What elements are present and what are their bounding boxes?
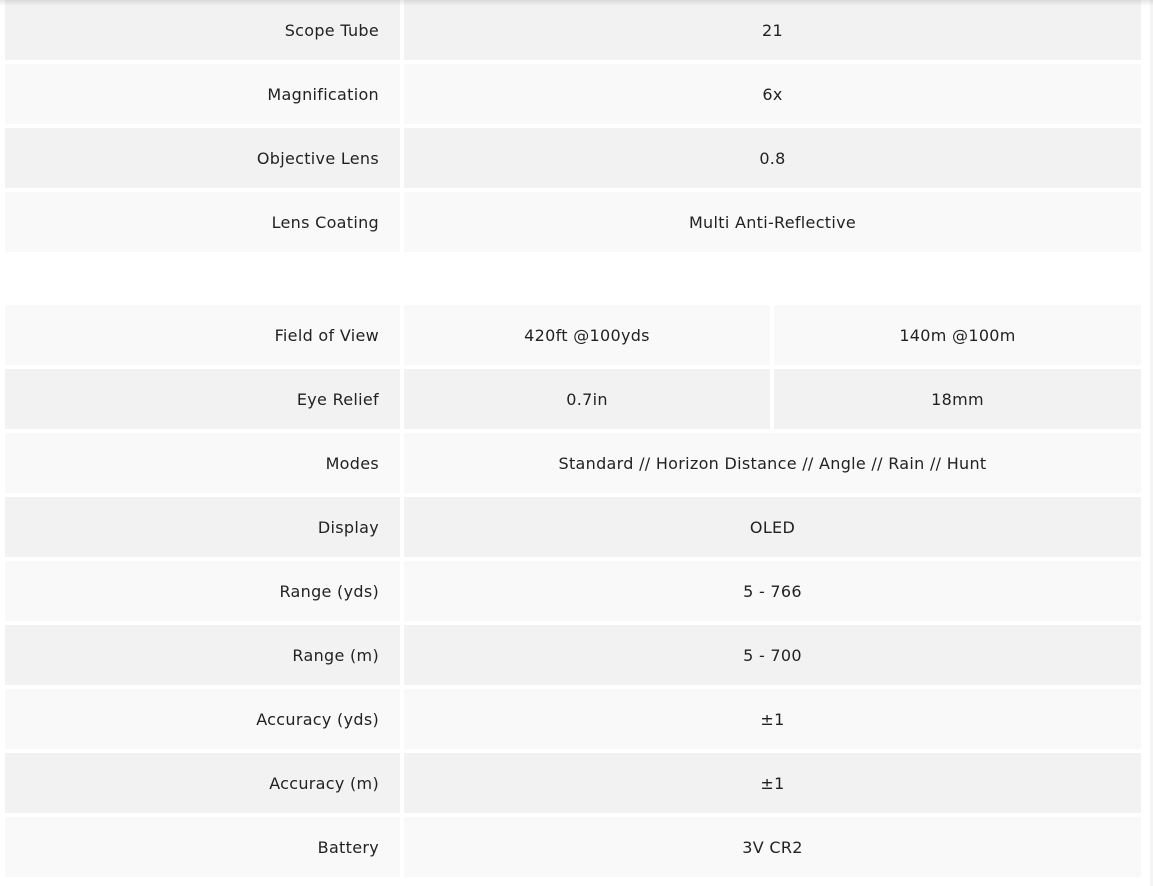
spec-value-field-of-view-metric: 140m @100m (774, 305, 1141, 365)
spec-value-range-m: 5 - 700 (404, 625, 1141, 685)
spec-value-eye-relief-imperial: 0.7in (404, 369, 770, 429)
spec-value-scope-tube: 21 (404, 0, 1141, 60)
spec-value-lens-coating: Multi Anti-Reflective (404, 192, 1141, 252)
table-row (5, 305, 1141, 365)
spec-value-magnification: 6x (404, 64, 1141, 124)
spec-label-range-yds: Range (yds) (5, 561, 400, 621)
spec-value-field-of-view-imperial: 420ft @100yds (404, 305, 770, 365)
spec-label-accuracy-m: Accuracy (m) (5, 753, 400, 813)
spec-value-objective-lens: 0.8 (404, 128, 1141, 188)
spec-value-range-yds: 5 - 766 (404, 561, 1141, 621)
spec-value-display: OLED (404, 497, 1141, 557)
spec-value-eye-relief-metric: 18mm (774, 369, 1141, 429)
rangefinder-spec-table (5, 305, 1141, 877)
spec-label-range-m: Range (m) (5, 625, 400, 685)
spec-value-accuracy-yds: ±1 (404, 689, 1141, 749)
spec-label-field-of-view: Field of View (5, 305, 400, 365)
spec-label-lens-coating: Lens Coating (5, 192, 400, 252)
spec-value-battery: 3V CR2 (404, 817, 1141, 877)
top-shadow (0, 0, 1153, 6)
table-row (5, 817, 1141, 877)
spec-value-modes: Standard // Horizon Distance // Angle // Rain // Hunt (404, 433, 1141, 493)
table-row (5, 433, 1141, 493)
spec-label-battery: Battery (5, 817, 400, 877)
table-row (5, 192, 1141, 252)
table-row (5, 753, 1141, 813)
optics-spec-table (5, 0, 1141, 252)
spec-value-accuracy-m: ±1 (404, 753, 1141, 813)
table-row (5, 369, 1141, 429)
table-row (5, 64, 1141, 124)
spec-label-scope-tube: Scope Tube (5, 0, 400, 60)
spec-label-magnification: Magnification (5, 64, 400, 124)
spec-label-display: Display (5, 497, 400, 557)
spec-label-modes: Modes (5, 433, 400, 493)
table-row (5, 497, 1141, 557)
table-row (5, 689, 1141, 749)
table-row (5, 128, 1141, 188)
table-row (5, 625, 1141, 685)
spec-label-objective-lens: Objective Lens (5, 128, 400, 188)
spec-label-eye-relief: Eye Relief (5, 369, 400, 429)
table-row (5, 0, 1141, 60)
spec-label-accuracy-yds: Accuracy (yds) (5, 689, 400, 749)
table-row (5, 561, 1141, 621)
